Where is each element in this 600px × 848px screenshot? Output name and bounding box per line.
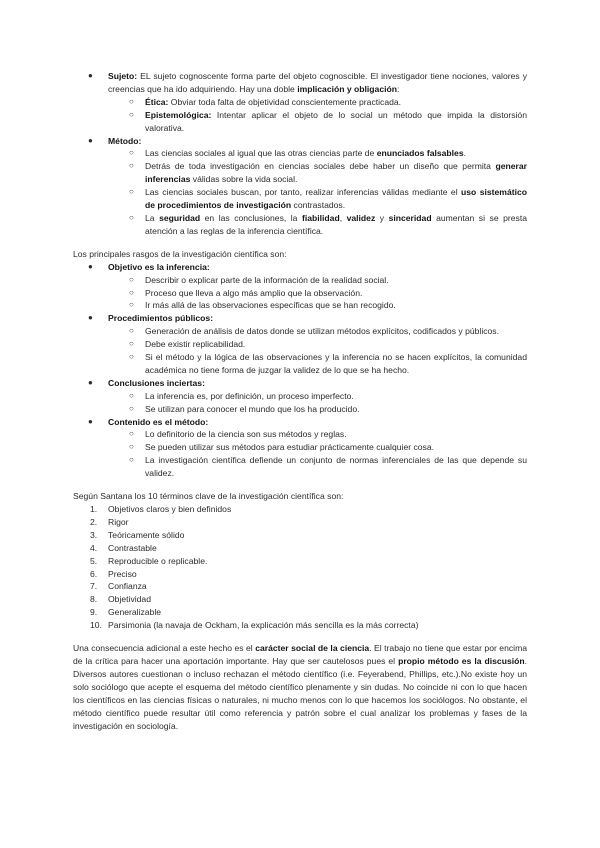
sub-bullet: ○ La inferencia es, por definición, un proceso imperfecto. bbox=[129, 390, 354, 401]
bullet-procedimientos: ● Procedimientos públicos: bbox=[88, 313, 214, 324]
sub-bullet-circle: ○ bbox=[129, 109, 134, 119]
list-item: 10. Parsimonia (la navaja de Ockham, la explicación más sencilla es la más correcta) bbox=[90, 620, 419, 631]
sub-bullet: ○ Proceso que lleva a algo más amplio que la observación. bbox=[129, 287, 363, 298]
sub-bullet: ○ Se utilizan para conocer el mundo que los ha producido. bbox=[129, 403, 360, 414]
list-item: 1. Objetivos claros y bien definidos bbox=[90, 504, 232, 514]
list-item: 4. Contrastable bbox=[90, 542, 157, 553]
list-item: 3. Teóricamente sólido bbox=[90, 529, 185, 540]
sub-bullet-metodo-1: ○ Las ciencias sociales al igual que las otras ciencias parte de enunciados falsables. bbox=[129, 148, 467, 159]
rasgos-intro: Los principales rasgos de la investigación científica son: bbox=[73, 248, 287, 259]
sub-bullet: ○ Se pueden utilizar sus métodos para estudiar prácticamente cualquier cosa. bbox=[129, 442, 435, 453]
sujeto-title: Sujeto: bbox=[108, 71, 138, 81]
list-item: 7. Confianza bbox=[90, 581, 147, 592]
sub-bullet: ○ Si el método y la lógica de las observaciones y la inferencia no se hacen explícitos, la comunidad académica no tiene forma de juzgar la validez de lo que se ha hecho. bbox=[129, 352, 527, 375]
list-item: 9. Generalizable bbox=[90, 607, 162, 618]
list-item: 2. Rigor bbox=[90, 516, 129, 527]
sub-bullet-circle: ○ bbox=[129, 96, 134, 106]
numbered-list bbox=[73, 503, 527, 632]
bullet-contenido: ● Contenido es el método: bbox=[88, 416, 209, 427]
bullet-conclusiones: ● Conclusiones inciertas: bbox=[88, 377, 205, 388]
sub-bullet-metodo-4: ○ La seguridad en las conclusiones, la fiabilidad, validez y sinceridad aumentan si se presta atención a las reglas de la inferencia científica. bbox=[129, 212, 527, 236]
list-item: 6. Preciso bbox=[90, 568, 137, 579]
list-item: 5. Reproducible o replicable. bbox=[90, 555, 208, 566]
sub-bullet: ○ Debe existir replicabilidad. bbox=[129, 339, 246, 350]
bullet-dot: ● bbox=[88, 71, 93, 80]
conclusion-paragraph: Una consecuencia adicional a este hecho es el carácter social de la ciencia. El trabajo no tiene que estar por encima de la crítica para hacer una aportación importante. Hay que ser cautelosos pues el propio método es la discusión. Diversos autores cuestionan o incluso rechazan el método científico (i.e. Feyerabend, Phillips, etc.).No existe hoy un solo sociólogo que acepte el esquema del método científico plenamente y sin dudas. No coincide ni con lo que hacen los científicos en las ciencias físicas o naturales, ni mucho menos con lo que hacemos los sociólogos. No obstante, el método científico puede resultar útil como referencia y patrón sobre el cual analizar los problemas y fases de la investigación en sociología. bbox=[73, 643, 528, 731]
santana-intro: Según Santana los 10 términos clave de la investigación científica son: bbox=[73, 491, 344, 502]
sub-bullet: ○ La investigación científica defiende un conjunto de normas inferenciales de las que depende su validez. bbox=[129, 455, 527, 479]
sub-bullet: ○ Generación de análisis de datos donde se utilizan métodos explícitos, codificados y públicos. bbox=[129, 326, 499, 337]
sub-bullet-metodo-2: ○ Detrás de toda investigación en ciencias sociales debe haber un diseño que permita generar inferencias válidas sobre la vida social. bbox=[129, 161, 527, 185]
bullet-metodo bbox=[73, 135, 527, 148]
sub-bullet: ○ Describir o explicar parte de la información de la realidad social. bbox=[129, 274, 389, 285]
bullet-sujeto: ● Sujeto: EL sujeto cognoscente forma parte del objeto cognoscible. El investigador tiene nociones, valores y creencias que ha ido adquiriendo. Hay una doble implicación y obligación: bbox=[88, 71, 527, 94]
bullet-dot: ● bbox=[88, 135, 93, 145]
list-item: 8. Objetividad bbox=[90, 594, 151, 605]
bullet-objetivo: ● Objetivo es la inferencia: bbox=[88, 261, 210, 272]
sub-bullet-metodo-3: ○ Las ciencias sociales buscan, por tanto, realizar inferencias válidas mediante el uso sistemático de procedimientos de investigación contrastados. bbox=[129, 187, 528, 211]
sub-bullet: ○ Ir más allá de las observaciones específicas que se han recogido. bbox=[129, 300, 396, 311]
metodo-title: Método: bbox=[108, 135, 142, 146]
sub-bullet-epistemologica: ○ Epistemológica: Intentar aplicar el objeto de lo social un método que impida la distorsión valorativa. bbox=[129, 109, 527, 133]
sub-bullet: ○ Lo definitorio de la ciencia son sus métodos y reglas. bbox=[129, 429, 347, 440]
sub-bullet-etica: ○ Ética: Obviar toda falta de objetividad conscientemente practicada. bbox=[129, 96, 402, 107]
